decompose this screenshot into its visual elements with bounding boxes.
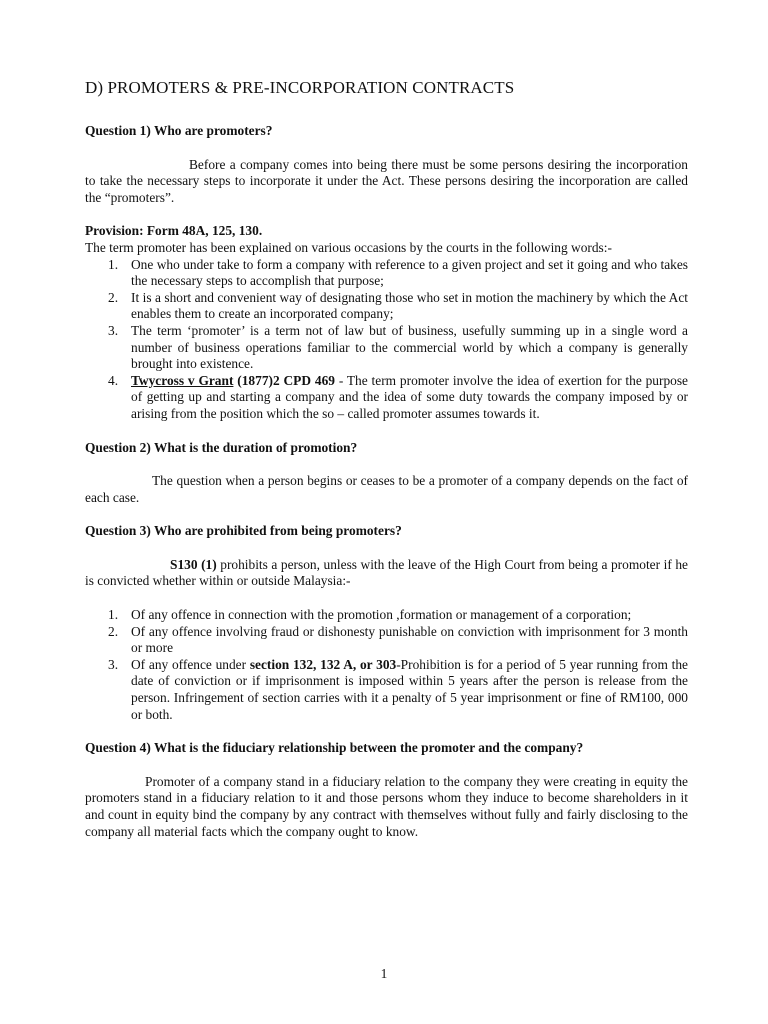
question-1-title: Question 1) Who are promoters? [85, 123, 273, 138]
list-item: 2. Of any offence involving fraud or dishonesty punishable on conviction with imprisonment for 3 month or more [108, 623, 688, 656]
question-4-title: Question 4) What is the fiduciary relationship between the promoter and the company? [85, 740, 584, 756]
case-name: Twycross v Grant [131, 372, 234, 388]
question-3-title: Question 3) Who are prohibited from being promoters? [85, 523, 402, 539]
list-item: 1. One who under take to form a company with reference to a given project and set it going and who takes the necessary steps to accomplish that purpose; [108, 256, 688, 289]
list-item: 3. The term ‘promoter’ is a term not of law but of business, usefully summing up in a single word a number of business operations familiar to the commercial world by which a company is generally brought into existence. [108, 322, 688, 372]
section-heading: D) PROMOTERS & PRE-INCORPORATION CONTRACTS [85, 78, 515, 97]
case-citation: (1877)2 CPD 469 [233, 372, 335, 388]
question-3-paragraph: S130 (1) prohibits a person, unless with the leave of the High Court from being a promoter if he is convicted whether within or outside Malaysia:- [85, 556, 688, 589]
section-ref: section 132, 132 A, or 303 [249, 656, 397, 672]
list-item: 3. Of any offence under section 132, 132 A, or 303-Prohibition is for a period of 5 year running from the date of conviction or if imprisonment is imposed within 5 years after the person is release from the person. Infringement of section carries with it a penalty of 5 year imprisonment or fine of RM100, 000 or both. [108, 656, 688, 722]
list-item: 1. Of any offence in connection with the promotion ,formation or management of a corporation; [108, 607, 632, 623]
question-1-paragraph: Before a company comes into being there must be some persons desiring the incorporation to take the necessary steps to incorporate it under the Act. These persons desiring the incorporation are called the “promoters”. [85, 156, 688, 205]
promoter-definition-intro: The term promoter has been explained on various occasions by the courts in the following words:- [85, 239, 612, 255]
question-2-title: Question 2) What is the duration of promotion? [85, 439, 358, 455]
list-item: 2. It is a short and convenient way of designating those who set in motion the machinery by which the Act enables them to create an incorporated company; [108, 289, 688, 322]
section-ref: S130 (1) [170, 556, 217, 572]
question-4-paragraph: Promoter of a company stand in a fiduciary relation to the company they were creating in equity the promoters stand in a fiduciary relation to it and those persons whom they induce to become shareholders in it and count in equity bind the company by any contract with themselves without fully and fairly disclosing to the company all material facts which the company ought to know. [85, 773, 688, 839]
list-item: 4. Twycross v Grant (1877)2 CPD 469 - The term promoter involve the idea of exertion for the purpose of getting up and starting a company and the idea of some duty towards the company imposed by or arising from the position which the so – called promoter assumes towards it. [108, 372, 688, 421]
page-content [85, 77, 688, 840]
page-number: 1 [380, 966, 388, 981]
promoter-definition-list [85, 257, 688, 423]
provision-line: Provision: Form 48A, 125, 130. [85, 223, 263, 239]
prohibition-list [85, 607, 688, 723]
question-2-paragraph: The question when a person begins or ceases to be a promoter of a company depends on the fact of each case. [85, 473, 688, 505]
